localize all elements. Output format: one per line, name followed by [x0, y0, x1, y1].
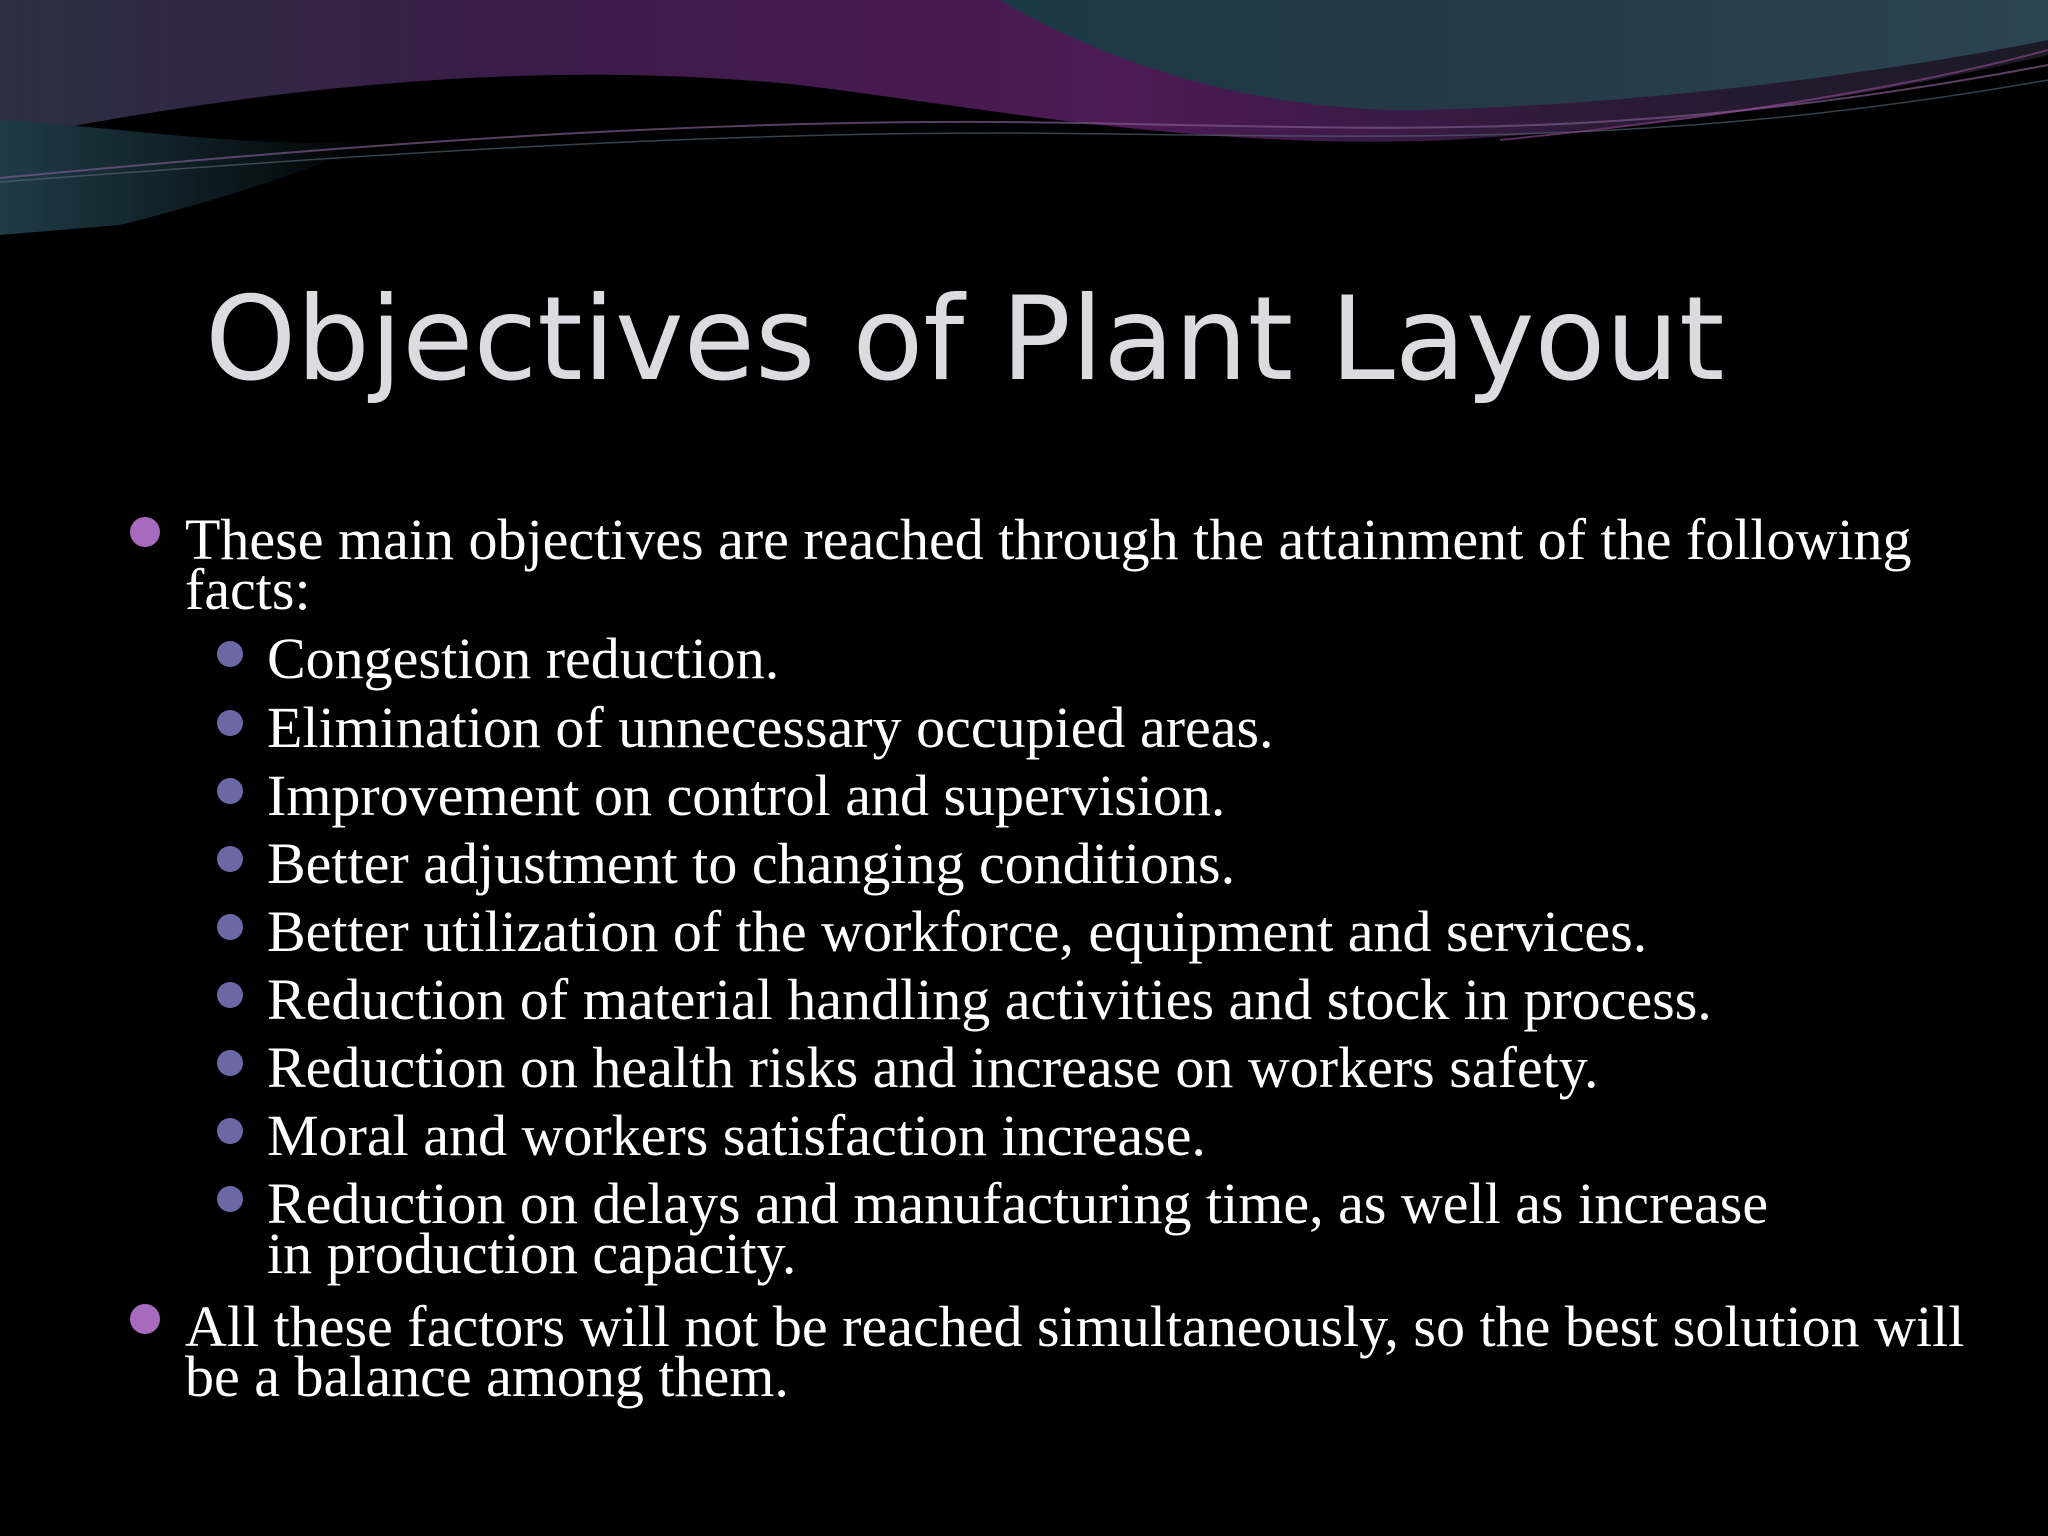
- slide-title: Objectives of Plant Layout: [205, 272, 1725, 407]
- sub-bullet-dot: [217, 1186, 243, 1212]
- sub-bullet-dot: [217, 710, 243, 736]
- sub-bullet-text: Better utilization of the workforce, equipment and services.: [267, 899, 1648, 964]
- bullet-dot: [130, 1304, 160, 1334]
- bullet-text: These main objectives are reached through the attainment of the following facts:: [185, 507, 1912, 622]
- sub-bullet-dot: [217, 914, 243, 940]
- sub-bullet-text: Improvement on control and supervision.: [267, 763, 1226, 828]
- sub-bullet-dot: [217, 846, 243, 872]
- sub-bullet-text: Reduction of material handling activities and stock in process.: [267, 967, 1712, 1032]
- sub-bullet-dot: [217, 1118, 243, 1144]
- sub-bullet-dot: [217, 1050, 243, 1076]
- bullet-dot: [130, 517, 160, 547]
- sub-bullet-dot: [217, 778, 243, 804]
- sub-bullet-text: Better adjustment to changing conditions.: [267, 831, 1236, 896]
- sub-bullet-dot: [217, 982, 243, 1008]
- sub-bullet-text: Reduction on health risks and increase on workers safety.: [267, 1035, 1599, 1100]
- sub-bullet-dot: [217, 641, 243, 667]
- sub-bullet-text: Reduction on delays and manufacturing time, as well as increase in production capacity.: [267, 1171, 1769, 1286]
- sub-bullet-text: Moral and workers satisfaction increase.: [267, 1103, 1206, 1168]
- sub-bullet-text: Congestion reduction.: [267, 626, 780, 691]
- sub-bullet-text: Elimination of unnecessary occupied areas.: [267, 695, 1274, 760]
- bullet-text: All these factors will not be reached simultaneously, so the best solution will be a balance among them.: [185, 1294, 1965, 1409]
